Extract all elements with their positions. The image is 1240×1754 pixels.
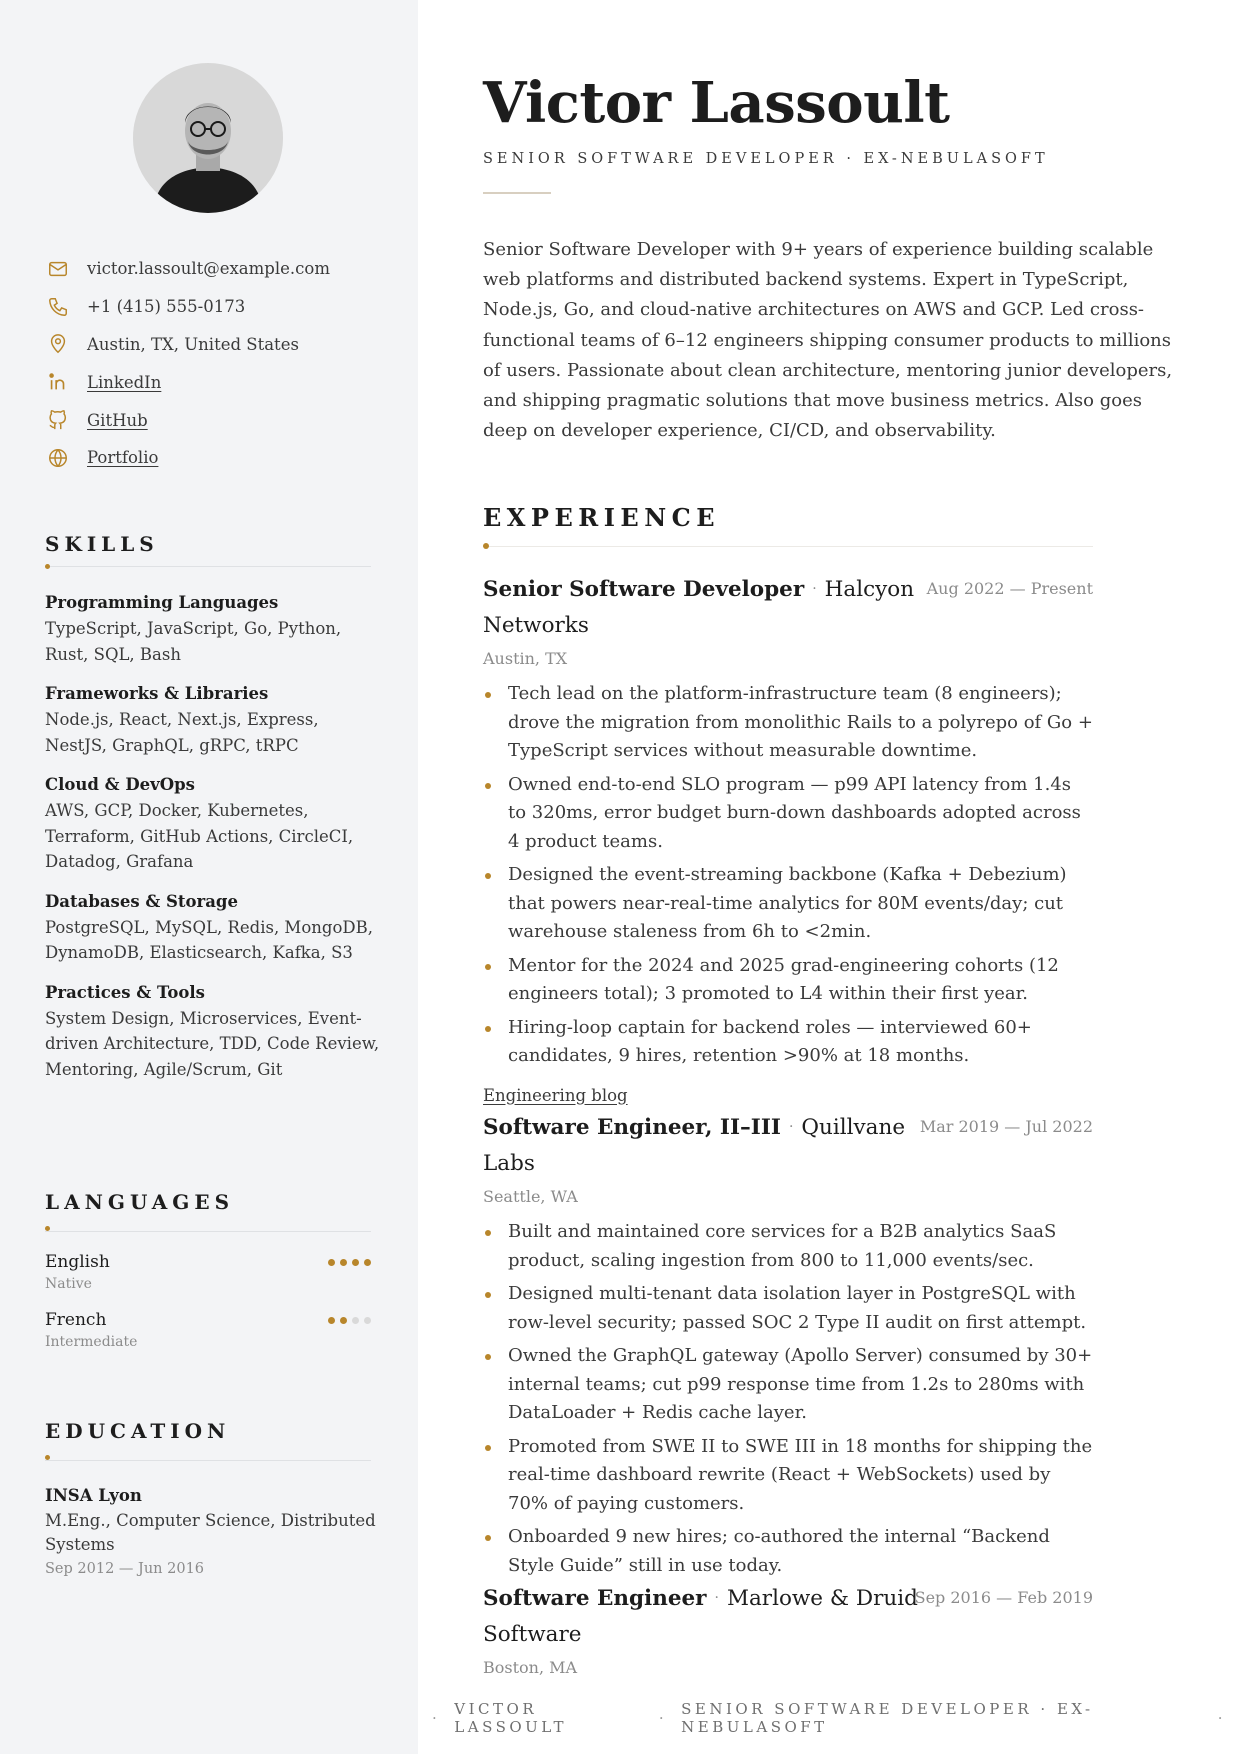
job-title: Software Engineer — [483, 1586, 707, 1611]
proficiency-dot — [340, 1317, 347, 1324]
experience-heading: EXPERIENCE — [483, 503, 721, 532]
job-bullet: Promoted from SWE II to SWE III in 18 months for shipping the real-time dashboard rewrite (React + WebSockets) used by 70% of paying customers. — [483, 1433, 1093, 1519]
languages-accent-dot — [45, 1226, 50, 1231]
contact-text: +1 (415) 555-0173 — [87, 297, 246, 317]
education-heading: EDUCATION — [45, 1419, 231, 1443]
job-title-line — [483, 1582, 943, 1652]
skill-group — [45, 681, 380, 758]
contact-text: Austin, TX, United States — [87, 334, 299, 354]
main-content — [418, 0, 1240, 1754]
location-pin-icon — [45, 333, 71, 355]
footer-separator: · — [658, 1709, 668, 1727]
education-accent-dot — [45, 1455, 50, 1460]
skill-group-title: Databases & Storage — [45, 891, 238, 911]
education-divider — [45, 1460, 371, 1461]
language-proficiency-dots — [328, 1259, 371, 1266]
skill-group-items: PostgreSQL, MySQL, Redis, MongoDB, DynamoDB, Elasticsearch, Kafka, S3 — [45, 917, 373, 962]
job-title-separator: · — [714, 1590, 719, 1606]
proficiency-dot — [352, 1259, 359, 1266]
job-company: Marlowe & Druid Software — [483, 1586, 918, 1647]
job-company: Halcyon Networks — [483, 577, 915, 638]
contact-item[interactable] — [45, 439, 385, 477]
candidate-headline: SENIOR SOFTWARE DEVELOPER · EX-NEBULASOFT — [483, 151, 1049, 167]
job-title-separator: · — [788, 1119, 794, 1135]
job-bullet: Tech lead on the platform-infrastructure team (8 engineers); drove the migration from monolithic Rails to a polyrepo of Go + TypeScript services without measurable downtime. — [483, 680, 1093, 766]
experience-accent-dot — [483, 543, 489, 549]
footer-separator: · — [432, 1709, 441, 1727]
job-title: Software Engineer, II–III — [483, 1115, 781, 1140]
languages-heading: LANGUAGES — [45, 1190, 235, 1214]
contact-item — [45, 250, 385, 288]
skill-group — [45, 889, 380, 966]
footer-headline: SENIOR SOFTWARE DEVELOPER · EX-NEBULASOFT — [681, 1700, 1094, 1736]
skills-list — [45, 590, 380, 1096]
skill-group-title: Practices & Tools — [45, 982, 205, 1002]
github-icon — [45, 409, 71, 431]
job-bullet: Mentor for the 2024 and 2025 grad-engineering cohorts (12 engineers total); 3 promoted to L4 within their first year. — [483, 952, 1093, 1009]
proficiency-dot — [364, 1317, 371, 1324]
job-link[interactable]: Engineering blog — [483, 1085, 628, 1105]
contact-link[interactable]: LinkedIn — [87, 372, 162, 392]
proficiency-dot — [352, 1317, 359, 1324]
skill-group-items: Node.js, React, Next.js, Express, NestJS, GraphQL, gRPC, tRPC — [45, 710, 319, 755]
skill-group — [45, 980, 380, 1083]
job-company: Quillvane Labs — [483, 1115, 906, 1176]
job-location: Seattle, WA — [483, 1187, 578, 1206]
header-accent-rule — [483, 192, 551, 194]
candidate-name: Victor Lassoult — [483, 70, 950, 136]
job-title: Senior Software Developer — [483, 577, 805, 602]
skill-group-items: AWS, GCP, Docker, Kubernetes, Terraform, GitHub Actions, CircleCI, Datadog, Grafana — [45, 801, 354, 871]
skill-group-title: Programming Languages — [45, 593, 279, 612]
job-header — [483, 1582, 1093, 1652]
proficiency-dot — [328, 1317, 335, 1324]
language-proficiency-dots — [328, 1317, 371, 1324]
skill-group — [45, 772, 380, 875]
job-bullet-list — [483, 1218, 1093, 1580]
job-location: Austin, TX — [483, 649, 568, 668]
proficiency-dot — [340, 1259, 347, 1266]
education-entry — [45, 1483, 380, 1582]
contact-item — [45, 326, 385, 364]
contact-item — [45, 288, 385, 326]
job-entry — [483, 1582, 1093, 1681]
skill-group-title: Cloud & DevOps — [45, 775, 195, 794]
job-entry — [483, 573, 1093, 1105]
education-dates: Sep 2012 — Jun 2016 — [45, 1561, 205, 1577]
mail-icon — [45, 258, 71, 280]
proficiency-dot — [364, 1259, 371, 1266]
contact-link[interactable]: GitHub — [87, 410, 148, 430]
globe-icon — [45, 447, 71, 469]
contact-list — [45, 250, 385, 477]
language-item — [45, 1250, 371, 1294]
skill-group-title: Frameworks & Libraries — [45, 684, 269, 703]
proficiency-dot — [328, 1259, 335, 1266]
experience-divider — [483, 546, 1093, 547]
linkedin-icon — [45, 371, 71, 393]
phone-icon — [45, 296, 71, 318]
job-bullet: Built and maintained core services for a B2B analytics SaaS product, scaling ingestion from 800 to 11,000 events/sec. — [483, 1218, 1093, 1275]
skill-group-items: TypeScript, JavaScript, Go, Python, Rust, SQL, Bash — [45, 619, 342, 664]
job-bullet: Designed multi-tenant data isolation layer in PostgreSQL with row-level security; passed SOC 2 Type II audit on first attempt. — [483, 1280, 1093, 1337]
education-degree: M.Eng., Computer Science, Distributed Systems — [45, 1511, 376, 1554]
contact-link[interactable]: Portfolio — [87, 448, 159, 468]
job-title-line — [483, 1111, 943, 1181]
job-bullet: Owned end-to-end SLO program — p99 API latency from 1.4s to 320ms, error budget burn-down dashboards adopted across 4 product teams. — [483, 771, 1093, 857]
job-bullet: Hiring-loop captain for backend roles — interviewed 60+ candidates, 9 hires, retention >90% at 18 months. — [483, 1014, 1093, 1071]
languages-divider — [45, 1231, 371, 1232]
avatar-photo — [133, 63, 283, 213]
summary-paragraph: Senior Software Developer with 9+ years of experience building scalable web platforms and distributed backend systems. Expert in TypeScript, Node.js, Go, and cloud-native architectures on AWS and GCP. Led cross-functional teams of 6–12 engineers shipping consumer products to millions of users. Passionate about clean architecture, mentoring junior developers, and shipping pragmatic solutions that move business metrics. Also goes deep on developer experience, CI/CD, and observability. — [483, 239, 1173, 442]
job-title-line — [483, 573, 943, 643]
language-name: French — [45, 1310, 107, 1330]
contact-text: victor.lassoult@example.com — [87, 259, 330, 279]
language-name: English — [45, 1252, 110, 1272]
job-bullet: Designed the event-streaming backbone (Kafka + Debezium) that powers near-real-time analytics for 80M events/day; cut warehouse staleness from 6h to <2min. — [483, 861, 1093, 947]
job-dates: Mar 2019 — Jul 2022 — [919, 1117, 1093, 1136]
job-bullet: Onboarded 9 new hires; co-authored the internal “Backend Style Guide” still in use today. — [483, 1523, 1093, 1580]
job-header — [483, 1111, 1093, 1181]
job-bullet-list — [483, 680, 1093, 1071]
skills-accent-dot — [45, 564, 50, 569]
skills-heading: SKILLS — [45, 532, 159, 556]
language-level: Native — [45, 1276, 92, 1292]
education-school: INSA Lyon — [45, 1486, 142, 1505]
language-item — [45, 1308, 371, 1352]
job-bullet: Owned the GraphQL gateway (Apollo Server) consumed by 30+ internal teams; cut p99 response time from 1.2s to 280ms with DataLoader + Redis cache layer. — [483, 1342, 1093, 1428]
footer-separator: · — [1217, 1709, 1226, 1727]
skill-group — [45, 590, 380, 667]
sidebar — [0, 0, 418, 1754]
job-location: Boston, MA — [483, 1658, 578, 1677]
contact-item[interactable] — [45, 363, 385, 401]
job-dates: Aug 2022 — Present — [926, 579, 1093, 598]
footer-name: VICTOR LASSOULT — [454, 1700, 568, 1736]
skills-divider — [45, 566, 371, 567]
job-title-separator: · — [812, 581, 817, 597]
skill-group-items: System Design, Microservices, Event-driven Architecture, TDD, Code Review, Mentoring, Agile/Scrum, Git — [45, 1008, 380, 1079]
avatar — [133, 63, 283, 213]
job-dates: Sep 2016 — Feb 2019 — [914, 1588, 1093, 1607]
language-level: Intermediate — [45, 1334, 138, 1350]
job-header — [483, 573, 1093, 643]
page-footer — [418, 1700, 1240, 1736]
contact-item[interactable] — [45, 401, 385, 439]
job-entry — [483, 1111, 1093, 1585]
